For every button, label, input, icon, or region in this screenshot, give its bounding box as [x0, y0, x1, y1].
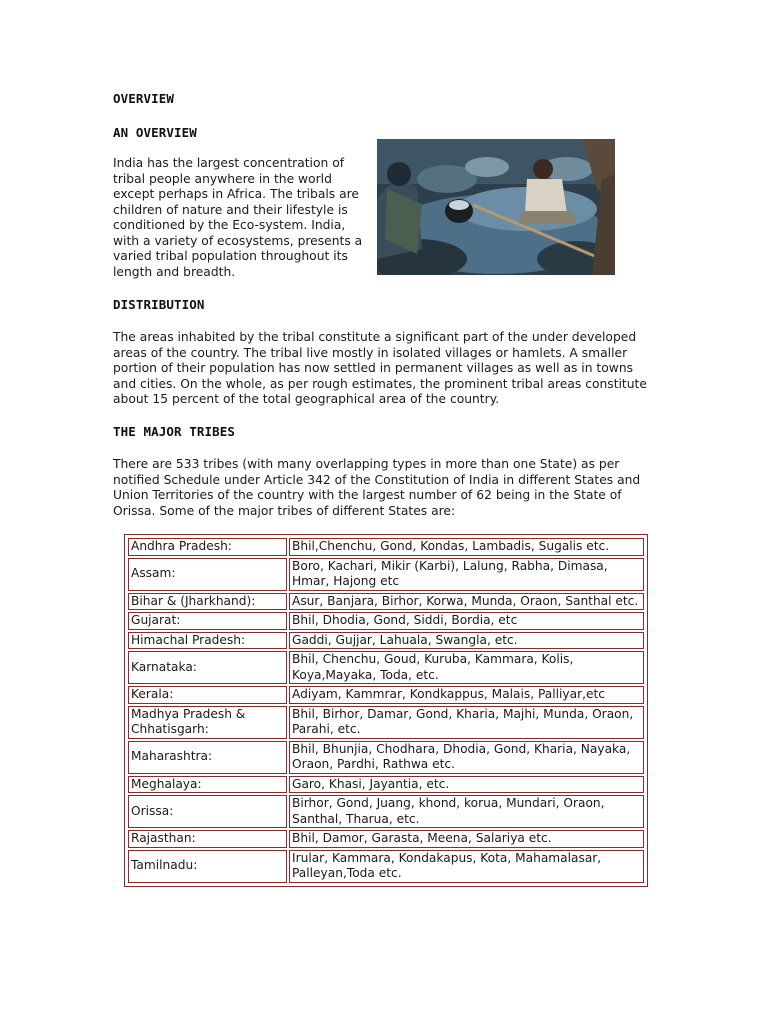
table-row — [128, 593, 644, 611]
tribes-cell: Bhil, Bhunjia, Chodhara, Dhodia, Gond, Kharia, Nayaka, Oraon, Pardhi, Rathwa etc. — [289, 741, 644, 774]
table-row — [128, 776, 644, 794]
tribes-cell: Bhil, Birhor, Damar, Gond, Kharia, Majhi, Munda, Oraon, Parahi, etc. — [289, 706, 644, 739]
state-cell: Kerala: — [128, 686, 287, 704]
state-cell: Meghalaya: — [128, 776, 287, 794]
tribes-cell: Asur, Banjara, Birhor, Korwa, Munda, Oraon, Santhal etc. — [289, 593, 644, 611]
overview-paragraph: India has the largest concentration of tribal people anywhere in the world except perhaps in Africa. The tribals are children of nature and their lifestyle is conditioned by the Eco-system. India, with a variety of ecosystems, presents a varied tribal population throughout its length and breadth. — [113, 156, 363, 279]
section-heading-major-tribes: THE MAJOR TRIBES — [113, 424, 236, 439]
tribes-cell: Birhor, Gond, Juang, khond, korua, Mundari, Oraon, Santhal, Tharua, etc. — [289, 795, 644, 828]
tribes-cell: Bhil, Chenchu, Goud, Kuruba, Kammara, Kolis, Koya,Mayaka, Toda, etc. — [289, 651, 644, 684]
tribes-cell: Boro, Kachari, Mikir (Karbi), Lalung, Rabha, Dimasa, Hmar, Hajong etc — [289, 558, 644, 591]
state-cell: Rajasthan: — [128, 830, 287, 848]
state-cell: Karnataka: — [128, 651, 287, 684]
state-cell: Orissa: — [128, 795, 287, 828]
table-row — [128, 686, 644, 704]
table-row — [128, 632, 644, 650]
tribes-cell: Garo, Khasi, Jayantia, etc. — [289, 776, 644, 794]
state-cell: Maharashtra: — [128, 741, 287, 774]
tribes-cell: Bhil,Chenchu, Gond, Kondas, Lambadis, Sugalis etc. — [289, 538, 644, 556]
state-cell: Gujarat: — [128, 612, 287, 630]
tribes-table-body — [128, 538, 644, 883]
state-cell: Andhra Pradesh: — [128, 538, 287, 556]
table-row — [128, 558, 644, 591]
state-cell: Himachal Pradesh: — [128, 632, 287, 650]
tribes-cell: Irular, Kammara, Kondakapus, Kota, Mahamalasar, Palleyan,Toda etc. — [289, 850, 644, 883]
table-row — [128, 538, 644, 556]
tribes-table — [124, 534, 648, 887]
tribes-cell: Adiyam, Kammrar, Kondkappus, Malais, Palliyar,etc — [289, 686, 644, 704]
table-row — [128, 706, 644, 739]
table-row — [128, 795, 644, 828]
tribal-photo — [377, 139, 615, 275]
state-cell: Assam: — [128, 558, 287, 591]
state-cell: Madhya Pradesh & Chhatisgarh: — [128, 706, 287, 739]
major-tribes-paragraph: There are 533 tribes (with many overlapping types in more than one State) as per notified Schedule under Article 342 of the Constitution of India in different States and Union Territories of the country with the largest number of 62 being in the State of Orissa. Some of the major tribes of different States are: — [113, 457, 641, 518]
tribes-cell: Gaddi, Gujjar, Lahuala, Swangla, etc. — [289, 632, 644, 650]
table-row — [128, 612, 644, 630]
tribes-cell: Bhil, Damor, Garasta, Meena, Salariya etc. — [289, 830, 644, 848]
table-row — [128, 830, 644, 848]
table-row — [128, 850, 644, 883]
tribal-photo-image — [377, 139, 615, 275]
page-title: OVERVIEW — [113, 91, 175, 106]
table-row — [128, 741, 644, 774]
section-heading-overview: AN OVERVIEW — [113, 125, 197, 140]
state-cell: Tamilnadu: — [128, 850, 287, 883]
table-row — [128, 651, 644, 684]
section-heading-distribution: DISTRIBUTION — [113, 297, 205, 312]
state-cell: Bihar & (Jharkhand): — [128, 593, 287, 611]
tribes-cell: Bhil, Dhodia, Gond, Siddi, Bordia, etc — [289, 612, 644, 630]
distribution-paragraph: The areas inhabited by the tribal constitute a significant part of the under developed areas of the country. The tribal live mostly in isolated villages or hamlets. A smaller portion of their population has now settled in permanent villages as well as in towns and cities. On the whole, as per rough estimates, the prominent tribal areas constitute about 15 percent of the total geographical area of the country. — [113, 330, 647, 406]
